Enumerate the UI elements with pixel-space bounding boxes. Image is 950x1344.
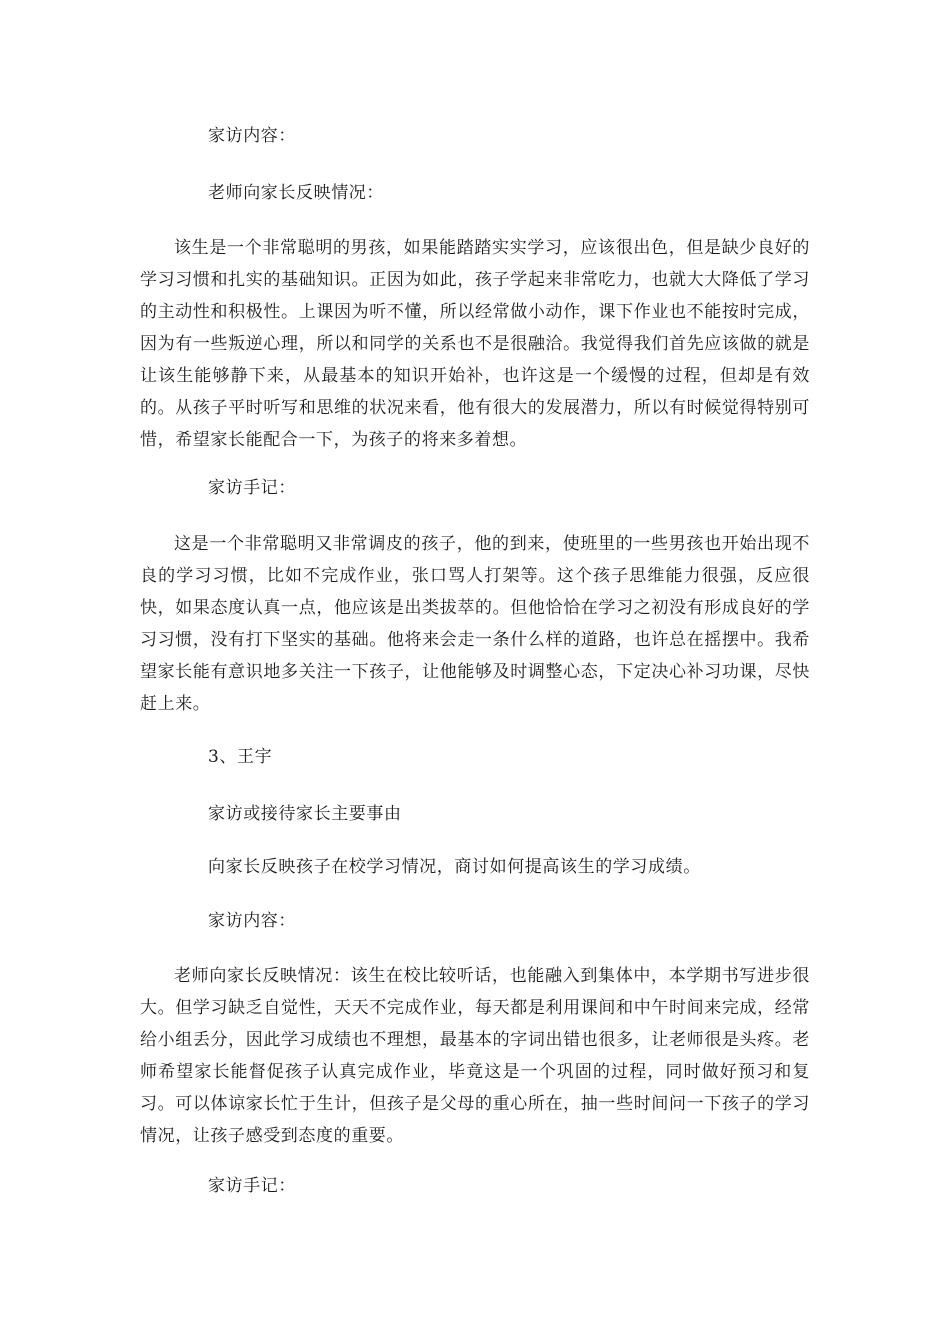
heading-visit-content: 家访内容：	[208, 126, 296, 146]
heading-visit-reason: 家访或接待家长主要事由	[208, 804, 402, 824]
heading-visit-notes: 家访手记：	[208, 478, 296, 498]
heading-student-wangyu: 3、王宇	[208, 747, 273, 767]
heading-teacher-report: 老师向家长反映情况：	[208, 183, 384, 203]
heading-visit-content-2: 家访内容：	[208, 911, 296, 931]
paragraph-visit-notes: 这是一个非常聪明又非常调皮的孩子，他的到来，使班里的一些男孩也开始出现不良的学习习惯，比如不完成作业，张口骂人打架等。这个孩子思维能力很强，反应很快，如果态度认真一点，他应该是出类拔萃的。但他恰恰在学习之初没有形成良好的学习习惯，没有打下坚实的基础。他将来会走一条什么样的道路，也许总在摇摆中。我希望家长能有意识地多关注一下孩子，让他能够及时调整心态，下定决心补习功课，尽快赶上来。	[140, 534, 810, 714]
heading-visit-notes-2: 家访手记：	[208, 1176, 296, 1196]
paragraph-teacher-report-2: 老师向家长反映情况：该生在校比较听话，也能融入到集体中，本学期书写进步很大。但学习缺乏自觉性，天天不完成作业，每天都是利用课间和中午时间来完成，经常给小组丢分，因此学习成绩也不理想，最基本的字词出错也很多，让老师很是头疼。老师希望家长能督促孩子认真完成作业，毕竟这是一个巩固的过程，同时做好预习和复习。可以体谅家长忙于生计，但孩子是父母的重心所在，抽一些时间问一下孩子的学习情况，让孩子感受到态度的重要。	[140, 966, 810, 1146]
paragraph-visit-reason: 向家长反映孩子在校学习情况，商讨如何提高该生的学习成绩。	[208, 857, 701, 877]
paragraph-teacher-report: 该生是一个非常聪明的男孩，如果能踏踏实实学习，应该很出色，但是缺少良好的学习习惯和扎实的基础知识。正因为如此，孩子学起来非常吃力，也就大大降低了学习的主动性和积极性。上课因为听不懂，所以经常做小动作，课下作业也不能按时完成，因为有一些叛逆心理，所以和同学的关系也不是很融洽。我觉得我们首先应该做的就是让该生能够静下来，从最基本的知识开始补，也许这是一个缓慢的过程，但却是有效的。从孩子平时听写和思维的状况来看，他有很大的发展潜力，所以有时候觉得特别可惜，希望家长能配合一下，为孩子的将来多着想。	[140, 238, 810, 450]
